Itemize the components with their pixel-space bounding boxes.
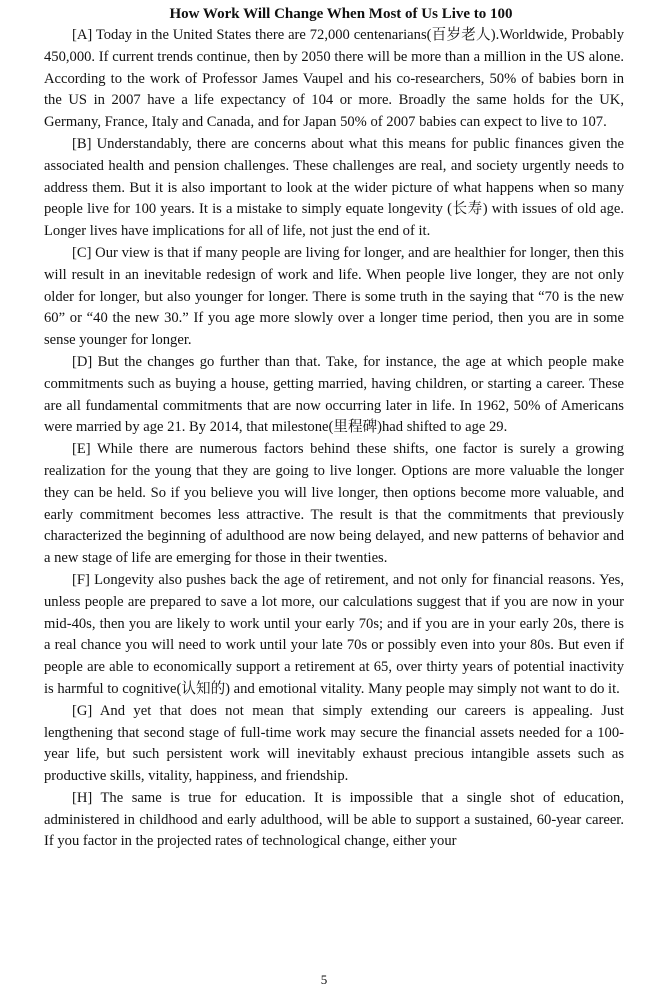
- paragraph-b: [B] Understandably, there are concerns about what this means for public finances given the associated health and pension challenges. These challenges are real, and society urgently needs to address them. But it is also important to look at the wider picture of what happens when so many people live for 100 years. It is a mistake to simply equate longevity (长寿) with issues of old age. Longer lives have implications for all of life, not just the end of it.: [44, 135, 624, 240]
- paragraph-e: [E] While there are numerous factors behind these shifts, one factor is surely a growing realization for the young that they are going to live longer. Options are more valuable the longer they can be held. So if you believe you will live longer, then options become more valuable, and early commitment becomes less attractive. The result is that the commitments that previously characterized the beginning of adulthood are now being delayed, and new patterns of behavior and a new stage of life are emerging for those in their twenties.: [44, 441, 624, 567]
- page-number: 5: [320, 972, 328, 987]
- paragraph-a: [A] Today in the United States there are 72,000 centenarians(百岁老人).Worldwide, Probably 450,000. If current trends continue, then by 2050 there will be more than a million in the US alone. According to the work of Professor James Vaupel and his co-researchers, 50% of babies born in the US in 2007 have a life expectancy of 104 or more. Broadly the same holds for the UK, Germany, France, Italy and Canada, and for Japan 50% of 2007 babies can expect to live to 107.: [44, 27, 624, 131]
- paragraph-f: [F] Longevity also pushes back the age of retirement, and not only for financial reasons. Yes, unless people are prepared to save a lot more, our calculations suggest that if you are now in your mid-40s, then you are likely to work until your early 70s; and if you are in your early 20s, there is a real chance you will need to work until your late 70s or possibly even into your 80s. But even if people are able to economically support a retirement at 65, over thirty years of potential inactivity is harmful to cognitive(认知的) and emotional vitality. Many people may simply not want to do it.: [44, 571, 624, 697]
- paragraph-h: [H] The same is true for education. It is impossible that a single shot of education, administered in childhood and early adulthood, will be able to support a sustained, 60-year career. If you factor in the projected rates of technological change, either your: [44, 789, 624, 850]
- paragraph-g: [G] And yet that does not mean that simply extending our careers is appealing. Just lengthening that second stage of full-time work may secure the financial assets needed for a 100-year life, but such persistent work will inevitably exhaust precious intangible assets such as productive skills, vitality, happiness, and friendship.: [44, 702, 624, 785]
- article-title: How Work Will Change When Most of Us Live to 100: [169, 6, 513, 22]
- paragraph-d: [D] But the changes go further than that. Take, for instance, the age at which people make commitments such as buying a house, getting married, having children, or starting a career. These are all fundamental commitments that are now occurring later in life. In 1962, 50% of Americans were married by age 21. By 2014, that milestone(里程碑)had shifted to age 29.: [44, 353, 624, 436]
- paragraph-c: [C] Our view is that if many people are living for longer, and are healthier for longer, then this will result in an inevitable redesign of work and life. When people live longer, they are not only older for longer, but also younger for longer. There is some truth in the saying that “70 is the new 60” or “40 the new 30.” If you age more slowly over a longer time period, then you are in some sense younger for longer.: [44, 244, 624, 349]
